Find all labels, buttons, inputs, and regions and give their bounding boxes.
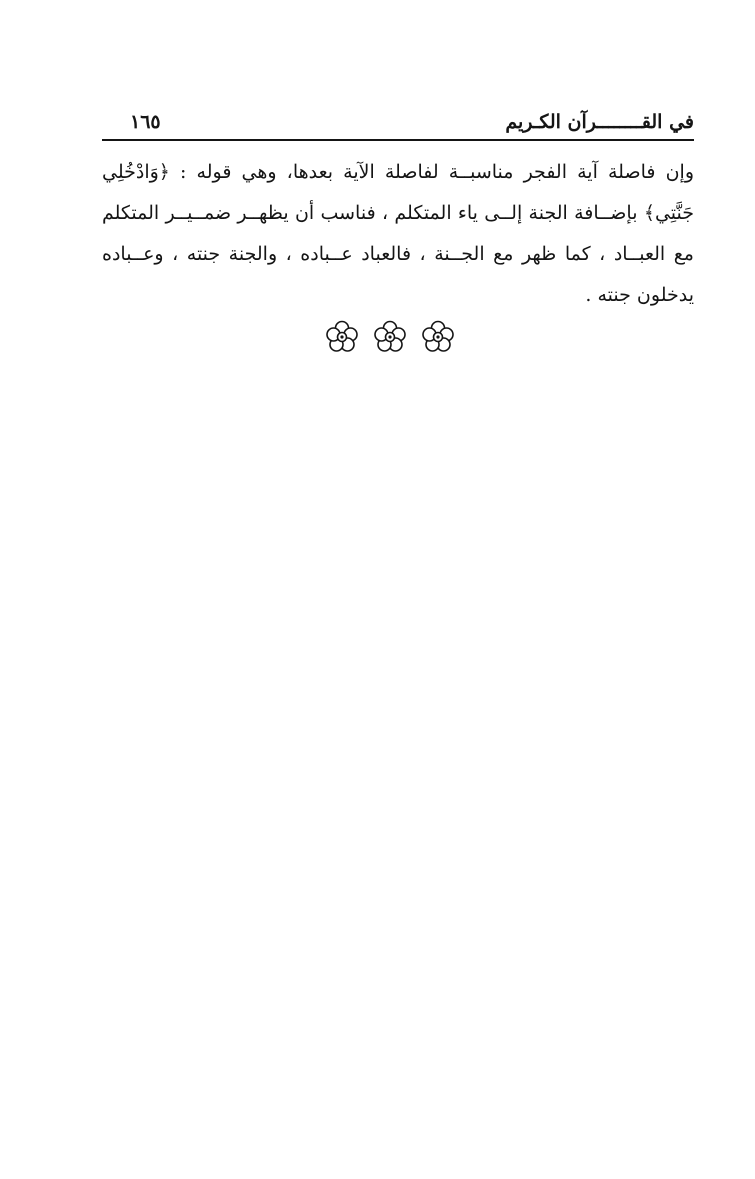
header-rule bbox=[102, 139, 694, 141]
body-paragraph bbox=[102, 152, 694, 316]
page-number: ١٦٥ bbox=[130, 111, 161, 133]
flower-icon bbox=[373, 320, 407, 354]
quran-quote: ﴿وَادْخُلِي جَنَّتِي﴾ bbox=[102, 161, 694, 224]
paragraph-text-start: وإن فاصلة آية الفجر مناسبــة لفاصلة الآية بعدها، وهي قوله : bbox=[169, 161, 694, 183]
section-end-ornaments bbox=[300, 320, 480, 360]
header-title: في القــــــــرآن الكـريم bbox=[505, 111, 694, 133]
flower-icon bbox=[421, 320, 455, 354]
paragraph-text-end: بإضــافة الجنة إلــى ياء المتكلم ، فناسب أن يظهــر ضمــيــر المتكلم مع العبــاد ، كما ظهر مع الجــنة ، فالعباد عــباده ، والجنة جنته ، وعــباده يدخلون جنته . bbox=[102, 202, 694, 306]
running-header bbox=[102, 108, 694, 140]
flower-icon bbox=[325, 320, 359, 354]
